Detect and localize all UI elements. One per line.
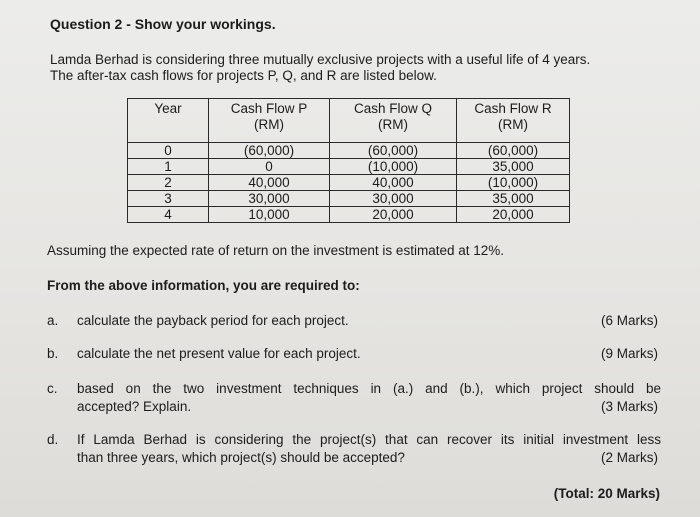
cell-p: 10,000 <box>209 207 330 223</box>
header-cash-flow-q: Cash Flow Q (RM) <box>330 99 457 143</box>
question-d <box>47 432 661 466</box>
question-text-continued: accepted? Explain. <box>77 399 192 414</box>
question-letter: c. <box>47 381 58 396</box>
cell-r: 20,000 <box>457 207 570 223</box>
question-text: calculate the payback period for each project. <box>77 313 349 328</box>
question-title: Question 2 - Show your workings. <box>50 16 276 32</box>
cell-p: 0 <box>209 159 330 175</box>
cell-p: 30,000 <box>209 191 330 207</box>
cell-r: (10,000) <box>457 175 570 191</box>
cell-q: 30,000 <box>330 191 457 207</box>
table-header-row <box>128 99 570 143</box>
question-text: calculate the net present value for each project. <box>77 346 361 361</box>
intro-line-2: The after-tax cash flows for projects P, Q, and R are listed below. <box>50 68 437 83</box>
cell-q: (10,000) <box>330 159 457 175</box>
cash-flow-table <box>127 98 570 223</box>
question-letter: d. <box>47 432 59 447</box>
question-text: If Lamda Berhad is considering the project(s) that can recover its initial investment less <box>77 432 661 447</box>
question-marks: (6 Marks) <box>601 313 658 328</box>
question-text: based on the two investment techniques in (a.) and (b.), which project should be <box>77 381 661 396</box>
header-cash-flow-r: Cash Flow R (RM) <box>457 99 570 143</box>
cell-year: 3 <box>128 191 209 207</box>
cell-year: 2 <box>128 175 209 191</box>
assumption-text: Assuming the expected rate of return on the investment is estimated at 12%. <box>47 243 504 258</box>
question-marks: (9 Marks) <box>601 346 658 361</box>
table-row <box>128 207 570 223</box>
cell-r: (60,000) <box>457 143 570 159</box>
table-row <box>128 175 570 191</box>
cell-p: (60,000) <box>209 143 330 159</box>
question-letter: a. <box>47 313 59 328</box>
cell-r: 35,000 <box>457 191 570 207</box>
cell-q: 20,000 <box>330 207 457 223</box>
cell-year: 4 <box>128 207 209 223</box>
header-year: Year <box>128 99 209 143</box>
required-heading: From the above information, you are required to: <box>47 278 360 293</box>
question-b <box>47 346 658 362</box>
total-marks: (Total: 20 Marks) <box>553 486 660 501</box>
cell-r: 35,000 <box>457 159 570 175</box>
question-letter: b. <box>47 346 59 361</box>
cell-p: 40,000 <box>209 175 330 191</box>
table-row <box>128 159 570 175</box>
question-marks: (3 Marks) <box>601 399 658 414</box>
intro-paragraph <box>50 52 590 84</box>
table-row <box>128 143 570 159</box>
question-text-continued: than three years, which project(s) should be accepted? <box>77 450 405 465</box>
cell-year: 0 <box>128 143 209 159</box>
intro-line-1: Lamda Berhad is considering three mutually exclusive projects with a useful life of 4 years. <box>50 52 591 67</box>
cell-q: (60,000) <box>330 143 457 159</box>
question-marks: (2 Marks) <box>601 450 658 465</box>
header-cash-flow-p: Cash Flow P (RM) <box>209 99 330 143</box>
cell-year: 1 <box>128 159 209 175</box>
cell-q: 40,000 <box>330 175 457 191</box>
question-c <box>47 381 661 415</box>
table-row <box>128 191 570 207</box>
question-a <box>47 313 658 329</box>
